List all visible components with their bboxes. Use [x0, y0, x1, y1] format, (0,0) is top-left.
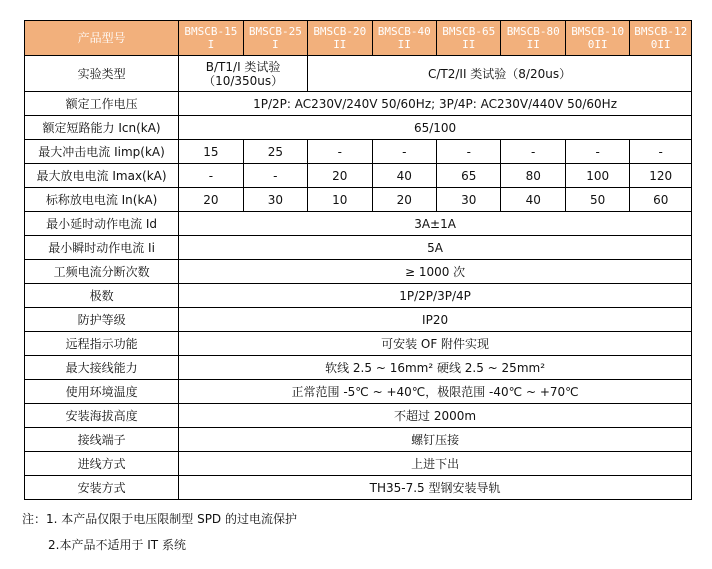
- row-label: 额定短路能力 Icn(kA): [25, 116, 179, 140]
- row-value: 螺钉压接: [179, 428, 692, 452]
- table-row: [25, 380, 692, 404]
- row-label: 接线端子: [25, 428, 179, 452]
- row-label: 防护等级: [25, 308, 179, 332]
- rated-voltage-value: 1P/2P: AC230V/240V 50/60Hz; 3P/4P: AC230V/440V 50/60Hz: [179, 92, 692, 116]
- table-cell: -: [630, 140, 692, 164]
- model-cell: [437, 21, 501, 56]
- row-value: IP20: [179, 308, 692, 332]
- table-cell: 20: [372, 188, 436, 212]
- table-cell: -: [243, 164, 307, 188]
- model-cell: [243, 21, 307, 56]
- table-row: [25, 476, 692, 500]
- table-cell: 80: [501, 164, 565, 188]
- row-label: 远程指示功能: [25, 332, 179, 356]
- short-circuit-value: 65/100: [179, 116, 692, 140]
- model-name: BMSCB-65II: [442, 25, 496, 51]
- row-value: ≥ 1000 次: [179, 260, 692, 284]
- model-cell: [501, 21, 565, 56]
- row-label: 进线方式: [25, 452, 179, 476]
- table-row: [25, 404, 692, 428]
- imax-row: [25, 164, 692, 188]
- row-label: 使用环境温度: [25, 380, 179, 404]
- class-ii-test-cell: C/T2/II 类试验（8/20us）: [308, 56, 692, 92]
- table-cell: 50: [565, 188, 629, 212]
- table-cell: 60: [630, 188, 692, 212]
- table-cell: 25: [243, 140, 307, 164]
- model-name: BMSCB-15I: [184, 25, 238, 51]
- short-circuit-row: [25, 116, 692, 140]
- model-cell: [179, 21, 243, 56]
- row-label: 实验类型: [25, 56, 179, 92]
- table-cell: 65: [437, 164, 501, 188]
- row-label: 最大冲击电流 Iimp(kA): [25, 140, 179, 164]
- table-cell: 15: [179, 140, 243, 164]
- test-type-row: [25, 56, 692, 92]
- row-label: 安装方式: [25, 476, 179, 500]
- model-name: BMSCB-25I: [248, 25, 302, 51]
- table-row: [25, 332, 692, 356]
- row-label: 安装海拔高度: [25, 404, 179, 428]
- table-cell: 40: [501, 188, 565, 212]
- row-value: 软线 2.5 ~ 16mm² 硬线 2.5 ~ 25mm²: [179, 356, 692, 380]
- row-value: 3A±1A: [179, 212, 692, 236]
- row-label: 工频电流分断次数: [25, 260, 179, 284]
- table-cell: -: [437, 140, 501, 164]
- table-cell: 20: [179, 188, 243, 212]
- table-cell: -: [372, 140, 436, 164]
- note-line-2: 2.本产品不适用于 IT 系统: [48, 538, 186, 552]
- table-row: [25, 260, 692, 284]
- table-cell: 120: [630, 164, 692, 188]
- model-name: BMSCB-100II: [571, 25, 625, 51]
- table-row: [25, 356, 692, 380]
- table-cell: 10: [308, 188, 372, 212]
- model-name: BMSCB-120II: [634, 25, 688, 51]
- row-label: 最小瞬时动作电流 Ii: [25, 236, 179, 260]
- table-cell: -: [179, 164, 243, 188]
- row-value: TH35-7.5 型钢安装导轨: [179, 476, 692, 500]
- in-row: [25, 188, 692, 212]
- table-cell: 40: [372, 164, 436, 188]
- header-label-cell: 产品型号: [25, 21, 179, 56]
- table-row: [25, 284, 692, 308]
- row-label: 额定工作电压: [25, 92, 179, 116]
- table-cell: -: [308, 140, 372, 164]
- table-cell: 20: [308, 164, 372, 188]
- row-value: 上进下出: [179, 452, 692, 476]
- table-cell: -: [565, 140, 629, 164]
- model-cell: [630, 21, 692, 56]
- rated-voltage-row: [25, 92, 692, 116]
- iimp-row: [25, 140, 692, 164]
- row-value: 5A: [179, 236, 692, 260]
- table-cell: 100: [565, 164, 629, 188]
- model-cell: [372, 21, 436, 56]
- row-label: 最小延时动作电流 Id: [25, 212, 179, 236]
- model-cell: [308, 21, 372, 56]
- row-value: 不超过 2000m: [179, 404, 692, 428]
- class-i-test-cell: B/T1/I 类试验（10/350us）: [179, 56, 308, 92]
- row-label: 最大接线能力: [25, 356, 179, 380]
- spec-table: [24, 20, 692, 500]
- table-row: [25, 212, 692, 236]
- table-row: [25, 308, 692, 332]
- table-cell: -: [501, 140, 565, 164]
- table-row: [25, 236, 692, 260]
- table-cell: 30: [243, 188, 307, 212]
- row-value: 可安装 OF 附件实现: [179, 332, 692, 356]
- table-row: [25, 452, 692, 476]
- note-line-1: 注：1. 本产品仅限于电压限制型 SPD 的过电流保护: [22, 512, 297, 526]
- table-cell: 30: [437, 188, 501, 212]
- row-value: 正常范围 -5℃ ~ +40℃，极限范围 -40℃ ~ +70℃: [179, 380, 692, 404]
- row-label: 极数: [25, 284, 179, 308]
- model-name: BMSCB-20II: [313, 25, 367, 51]
- model-cell: [565, 21, 629, 56]
- row-label: 标称放电电流 In(kA): [25, 188, 179, 212]
- model-name: BMSCB-80II: [506, 25, 560, 51]
- row-label: 最大放电电流 Imax(kA): [25, 164, 179, 188]
- table-row: [25, 428, 692, 452]
- row-value: 1P/2P/3P/4P: [179, 284, 692, 308]
- model-name: BMSCB-40II: [377, 25, 431, 51]
- header-row: [25, 21, 692, 56]
